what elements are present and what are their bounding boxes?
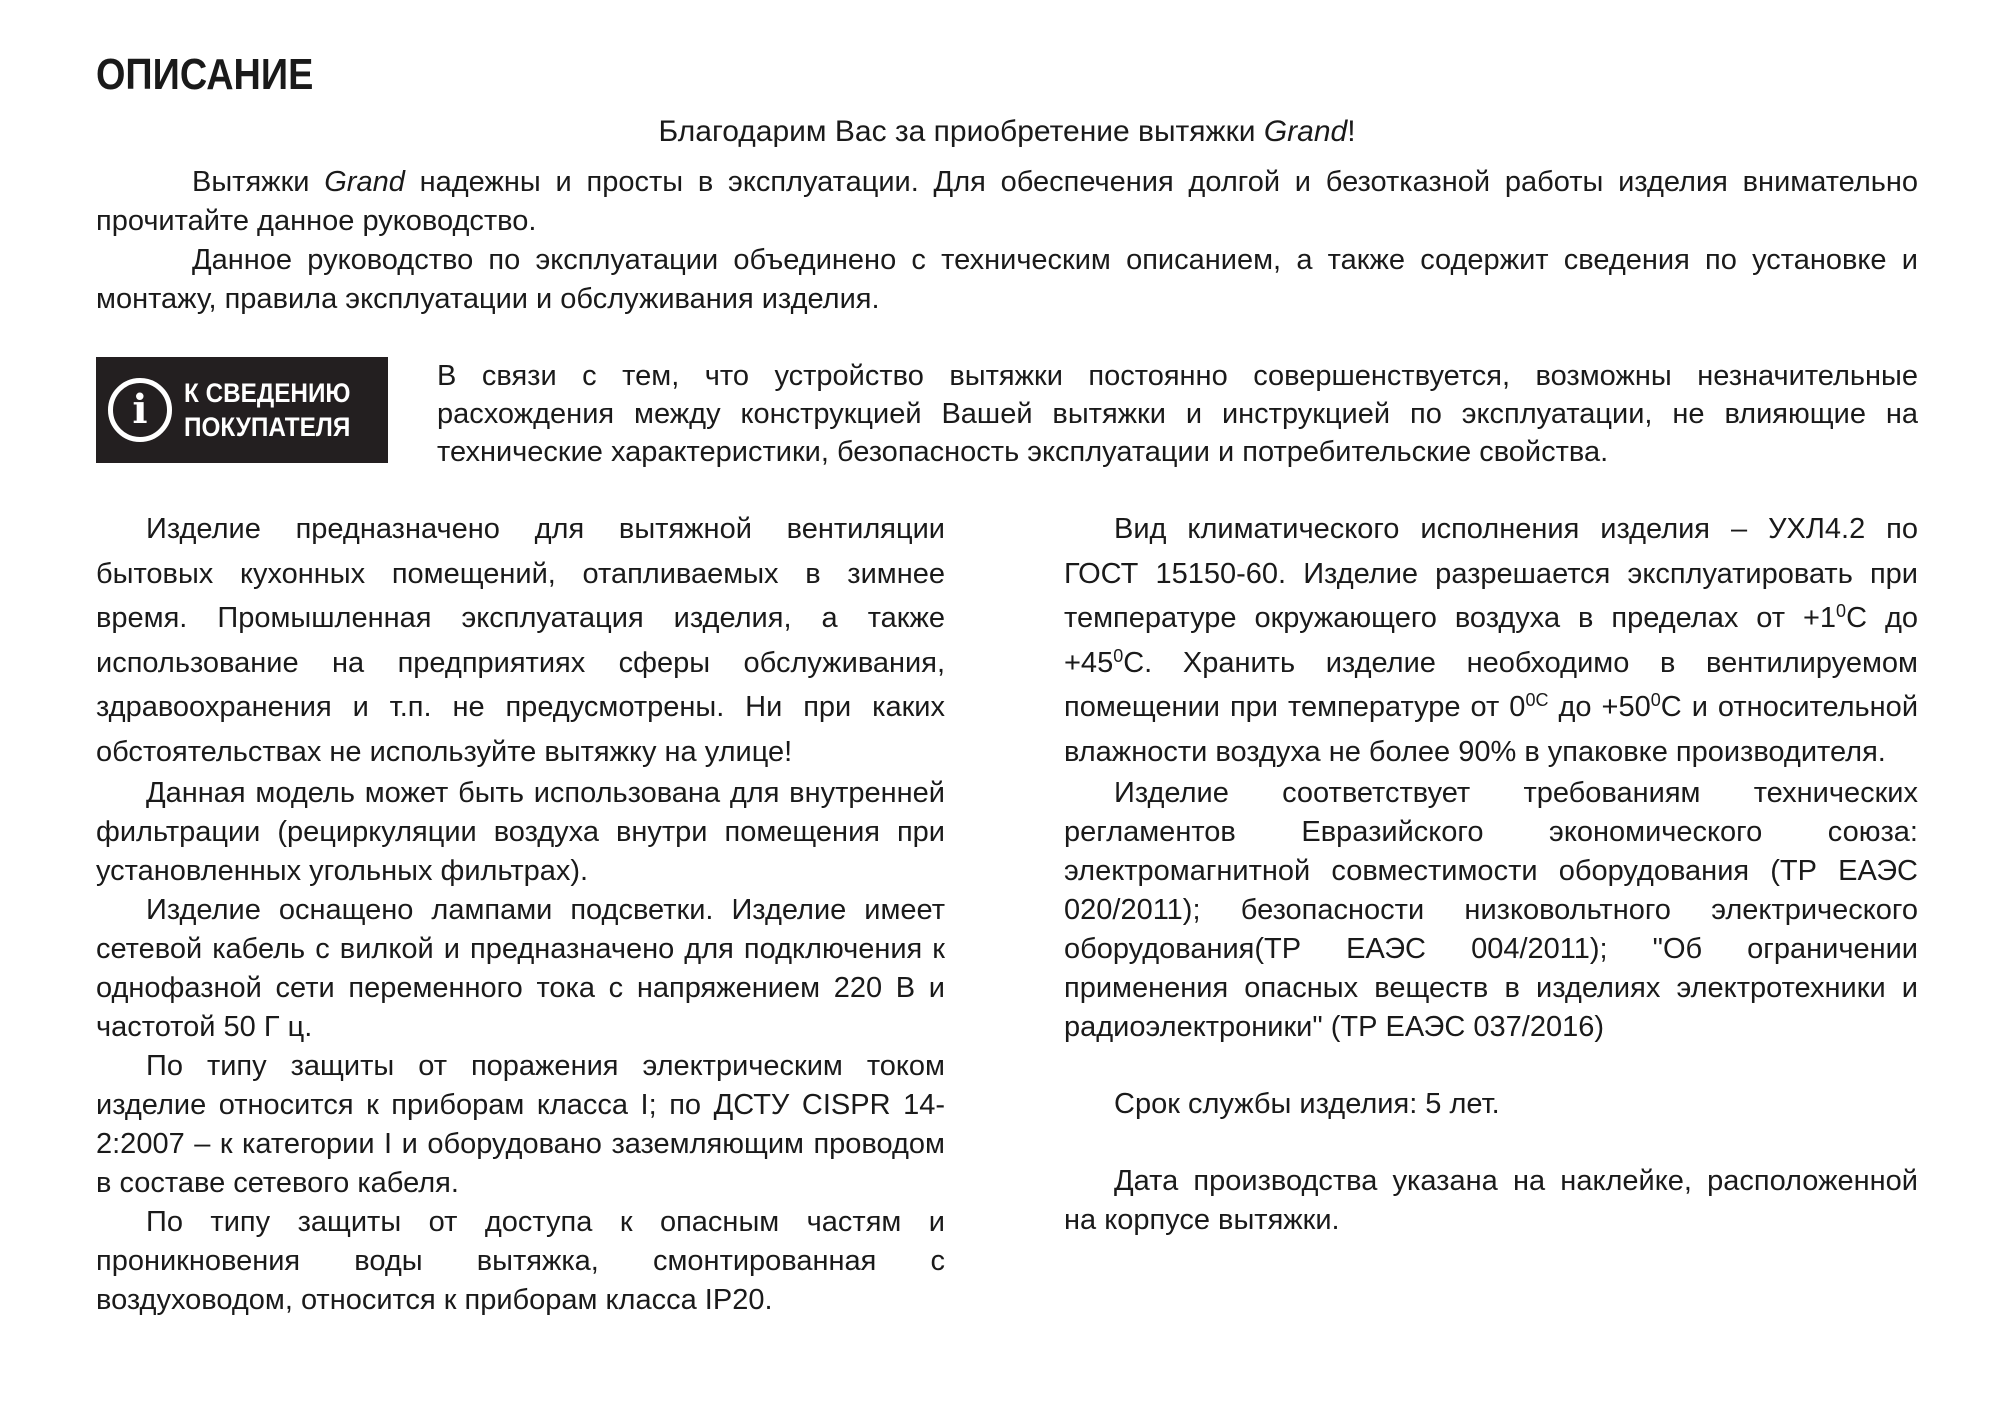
notice-paragraph: В связи с тем, что устройство вытяжки постоянно совершенствуется, возможны незначительные расхождения между конструкцией Вашей вытяжки и инструкцией по эксплуатации, не влияющие на технические характеристики, безопасность эксплуатации и потребительские свойства.: [437, 360, 1918, 468]
right-column: [1064, 507, 1918, 1240]
info-icon: i: [108, 378, 172, 442]
intro-section: [96, 163, 1918, 319]
climate-text: С. Хранить изделие необходимо в вентилируемом помещении при температуре от 0: [1064, 646, 1918, 723]
page-title: ОПИСАНИЕ: [96, 50, 314, 99]
climate-text: Вид климатического исполнения изделия – УХЛ4.2 по ГОСТ 15150-60. Изделие разрешается эксплуатировать при температуре окружающего воздуха в пределах от +1: [1064, 513, 1918, 634]
intro-text: Вытяжки: [192, 166, 325, 198]
thanks-line: [96, 112, 1918, 152]
brand-name: Grand: [1263, 115, 1348, 148]
badge-line-1: К СВЕДЕНИЮ: [184, 378, 351, 408]
service-life-paragraph: Срок службы изделия: 5 лет.: [1114, 1088, 1500, 1120]
brand-name: Grand: [324, 166, 405, 198]
badge-line-2: ПОКУПАТЕЛЯ: [184, 412, 351, 442]
spacer: [1064, 1047, 1918, 1085]
buyer-notice-badge: [96, 357, 388, 463]
spacer: [1064, 1124, 1918, 1162]
notice-text: [437, 357, 1918, 471]
intro-paragraph-1: [96, 163, 1918, 241]
electric-protection-paragraph: По типу защиты от поражения электрическим током изделие относится к приборам класса I; по ДСТУ CISPR 14-2:2007 – к категории I и оборудовано заземляющим проводом в составе сетевого кабеля.: [96, 1050, 945, 1199]
ip-protection-paragraph: По типу защиты от доступа к опасным частям и проникновения воды вытяжка, смонтированная с воздуховодом, относится к приборам класса IP20.: [96, 1206, 945, 1316]
intro-paragraph-2: Данное руководство по эксплуатации объединено с техническим описанием, а также содержит сведения по установке и монтажу, правила эксплуатации и обслуживания изделия.: [96, 244, 1918, 315]
power-paragraph: Изделие оснащено лампами подсветки. Изделие имеет сетевой кабель с вилкой и предназначено для подключения к однофазной сети переменного тока с напряжением 220 В и частотой 50 Г ц.: [96, 894, 945, 1043]
recirculation-paragraph: Данная модель может быть использована для внутренней фильтрации (рециркуляции воздуха внутри помещения при установленных угольных фильтрах).: [96, 777, 945, 887]
degree-mark: 0С: [1525, 690, 1549, 710]
left-column: [96, 507, 945, 1320]
thanks-exclamation: !: [1347, 115, 1356, 148]
thanks-text: Благодарим Вас за приобретение вытяжки: [658, 115, 1264, 148]
compliance-paragraph: Изделие соответствует требованиям технических регламентов Евразийского экономического союза: электромагнитной совместимости оборудования (ТР ЕАЭС 020/2011); безопасности низковольтного электрического оборудования(ТР ЕАЭС 004/2011); "Об ограничении применения опасных веществ в изделиях электротехники и радиоэлектроники" (ТР ЕАЭС 037/2016): [1064, 777, 1918, 1043]
intro-text: надежны и просты в эксплуатации. Для обеспечения долгой и безотказной работы изделия внимательно прочитайте данное руководство.: [96, 166, 1918, 237]
climate-text: до +50: [1548, 691, 1651, 723]
climate-text: С до +45: [1064, 602, 1918, 679]
degree-mark: 0: [1650, 690, 1661, 710]
badge-label: [184, 376, 350, 444]
production-date-paragraph: Дата производства указана на наклейке, расположенной на корпусе вытяжки.: [1064, 1165, 1918, 1236]
climate-paragraph: [1064, 507, 1918, 774]
purpose-paragraph: Изделие предназначено для вытяжной вентиляции бытовых кухонных помещений, отапливаемых в зимнее время. Промышленная эксплуатация изделия, а также использование на предприятиях сферы обслуживания, здравоохранения и т.п. не предусмотрены. Ни при каких обстоятельствах не используйте вытяжку на улице!: [96, 513, 945, 768]
degree-mark: 0: [1113, 645, 1124, 666]
climate-text: С и относительной влажности воздуха не более 90% в упаковке производителя.: [1064, 691, 1919, 768]
degree-mark: 0: [1836, 601, 1847, 621]
